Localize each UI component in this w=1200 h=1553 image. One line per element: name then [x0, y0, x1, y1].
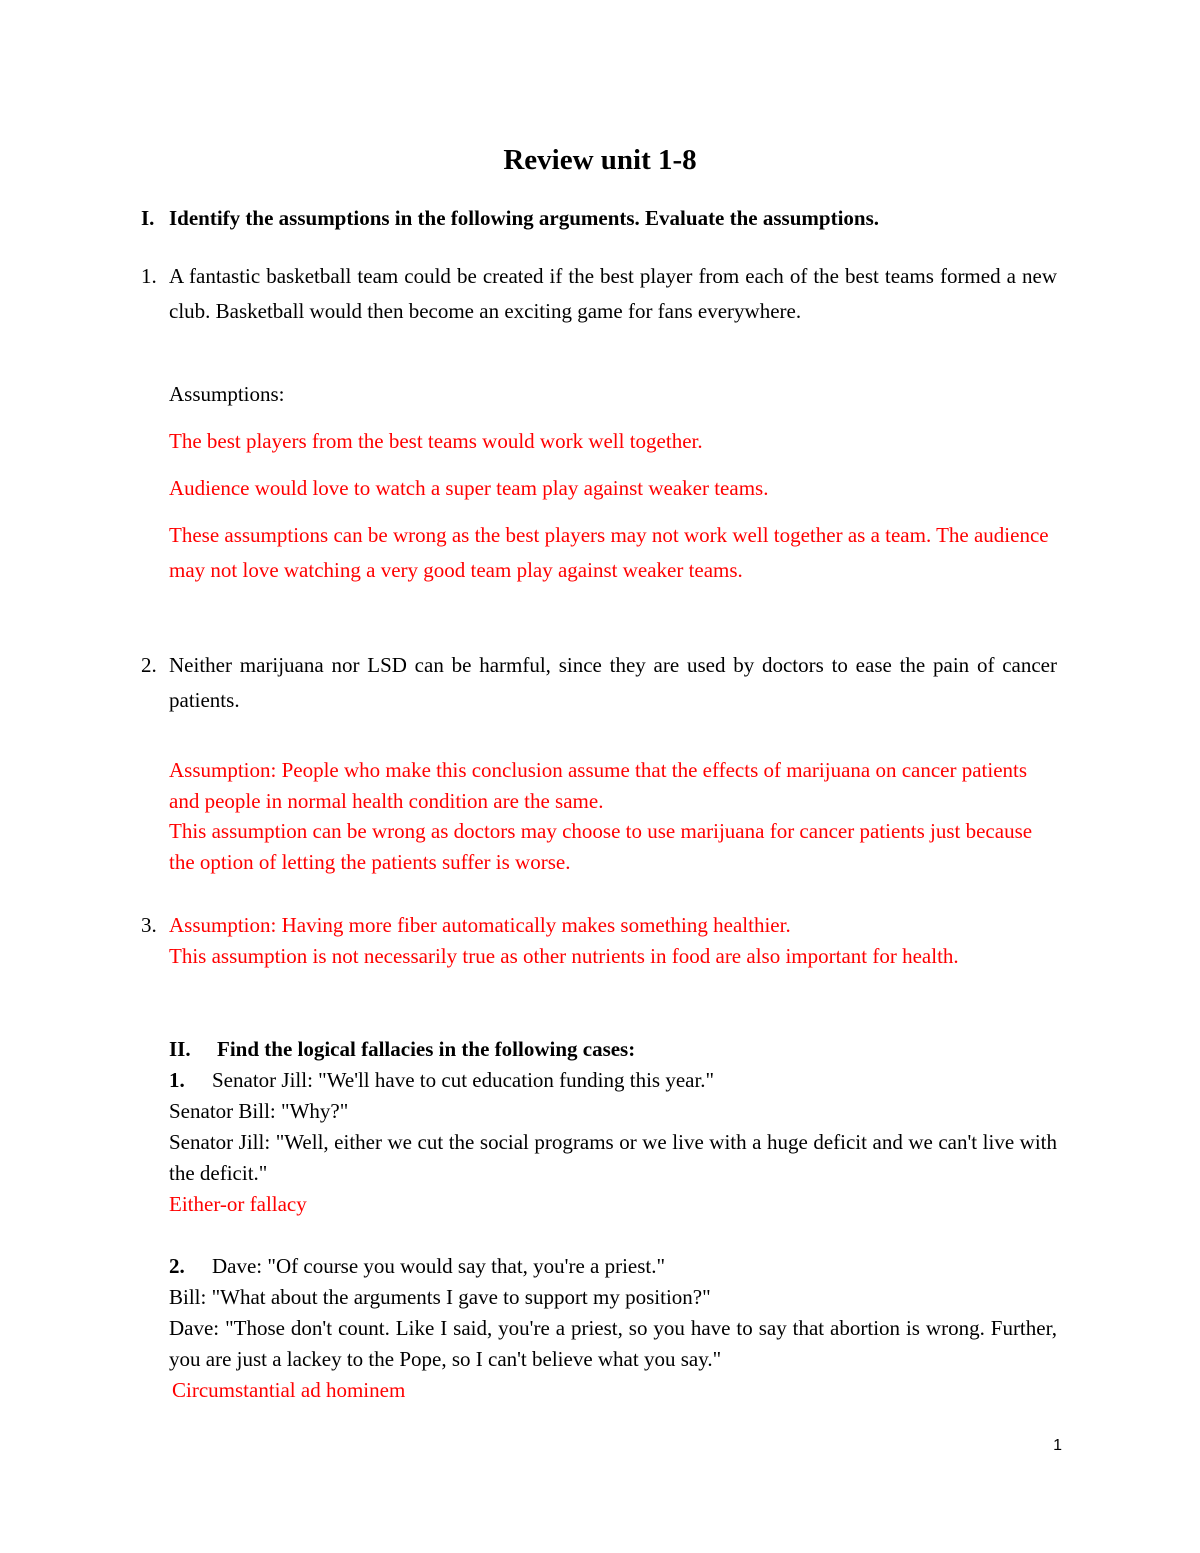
item-1-number: 1. — [141, 264, 157, 288]
item-3-answer-2: This assumption is not necessarily true as other nutrients in food are also important for health. — [169, 944, 959, 968]
item-3-answer-1: Assumption: Having more fiber automatically makes something healthier. — [169, 913, 791, 937]
page-title: Review unit 1-8 — [503, 144, 697, 176]
case-1-line-3: Senator Jill: "Well, either we cut the social programs or we live with a huge deficit and we can't live with the deficit." — [169, 1130, 1057, 1185]
case-2-number: 2. — [169, 1254, 185, 1278]
item-3-number: 3. — [141, 913, 157, 937]
item-1-answer-1: The best players from the best teams would work well together. — [169, 429, 703, 453]
item-2-answer-2: This assumption can be wrong as doctors may choose to use marijuana for cancer patients just because the option of letting the patients suffer is worse. — [169, 819, 1033, 874]
item-2-argument: Neither marijuana nor LSD can be harmful, since they are used by doctors to ease the pain of cancer patients. — [169, 653, 1057, 712]
case-2-answer: Circumstantial ad hominem — [172, 1378, 406, 1402]
case-1-line-1: Senator Jill: "We'll have to cut education funding this year." — [212, 1068, 715, 1092]
case-1-number: 1. — [169, 1068, 185, 1092]
case-2-line-3: Dave: "Those don't count. Like I said, you're a priest, so you have to say that abortion is wrong. Further, you are just a lackey to the Pope, so I can't believe what you say." — [169, 1316, 1057, 1371]
case-1-answer: Either-or fallacy — [169, 1192, 307, 1216]
section-2-marker: II. — [169, 1037, 191, 1061]
item-2-answer-1: Assumption: People who make this conclusion assume that the effects of marijuana on cancer patients and people in normal health condition are the same. — [169, 758, 1028, 813]
page-number: 1 — [1053, 1437, 1062, 1454]
section-1-marker: I. — [141, 206, 155, 230]
case-2-line-2: Bill: "What about the arguments I gave to support my position?" — [169, 1285, 711, 1309]
item-1-answer-2: Audience would love to watch a super team play against weaker teams. — [169, 476, 769, 500]
case-1-line-2: Senator Bill: "Why?" — [169, 1099, 349, 1123]
item-2-number: 2. — [141, 653, 157, 677]
item-1-answer-3: These assumptions can be wrong as the best players may not work well together as a team. The audience may not love watching a very good team play against weaker teams. — [169, 523, 1049, 582]
case-2-line-1: Dave: "Of course you would say that, you're a priest." — [212, 1254, 666, 1278]
section-2-heading: Find the logical fallacies in the following cases: — [217, 1037, 636, 1061]
item-1-argument: A fantastic basketball team could be created if the best player from each of the best teams formed a new club. Basketball would then become an exciting game for fans everywhere. — [169, 264, 1057, 323]
item-1-assumptions-label: Assumptions: — [169, 382, 285, 406]
section-1-heading: Identify the assumptions in the following arguments. Evaluate the assumptions. — [169, 206, 880, 230]
